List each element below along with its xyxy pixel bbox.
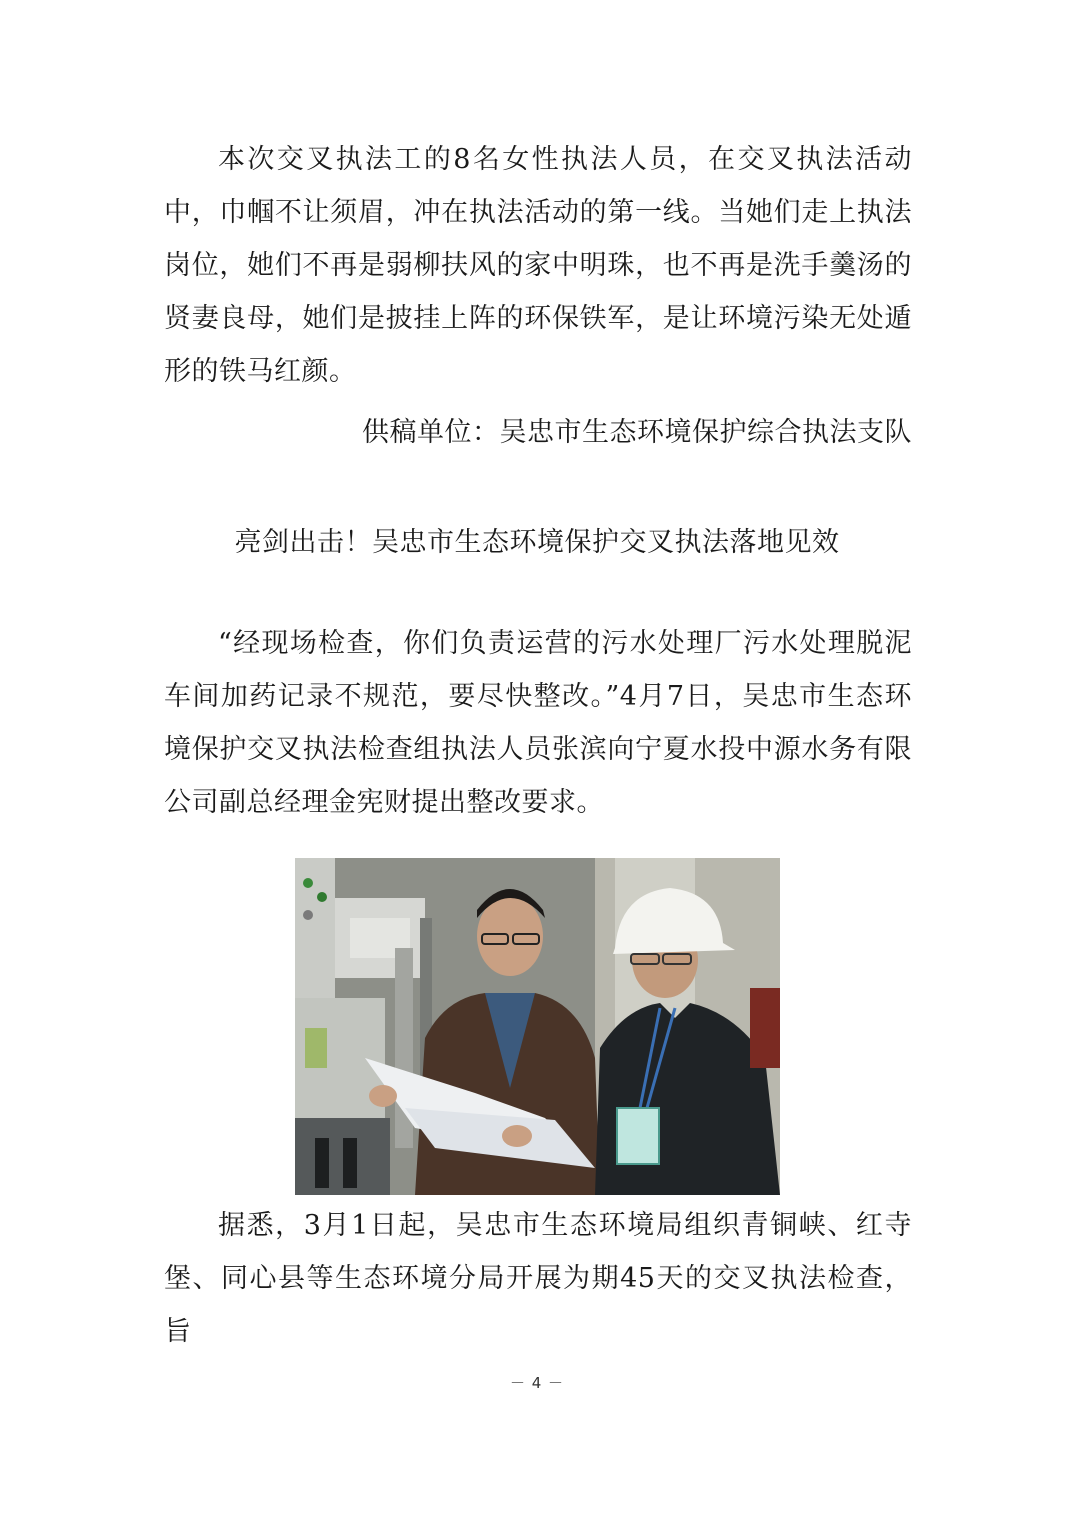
paragraph-background: 据悉，3月1日起，吴忠市生态环境局组织青铜峡、红寺堡、同心县等生态环境分局开展为期45天的交叉执法检查，旨 xyxy=(164,1210,912,1347)
inspection-photo xyxy=(295,858,780,1195)
page-number: － 4 － xyxy=(509,1374,565,1392)
article-title: 亮剑出击！吴忠市生态环境保护交叉执法落地见效 xyxy=(234,527,840,558)
paragraph-women-enforcers: 本次交叉执法工的8名女性执法人员，在交叉执法活动中，巾帼不让须眉，冲在执法活动的第一线。当她们走上执法岗位，她们不再是弱柳扶风的家中明珠，也不再是洗手羹汤的贤妻良母，她们是披挂上阵的环保铁军，是让环境污染无处遁形的铁马红颜。 xyxy=(164,144,912,387)
source-credit: 供稿单位：吴忠市生态环境保护综合执法支队 xyxy=(362,417,912,448)
paragraph-inspection-quote: “经现场检查，你们负责运营的污水处理厂污水处理脱泥车间加药记录不规范，要尽快整改。”4月7日，吴忠市生态环境保护交叉执法检查组执法人员张滨向宁夏水投中源水务有限公司副总经理金宪财提出整改要求。 xyxy=(164,628,912,818)
